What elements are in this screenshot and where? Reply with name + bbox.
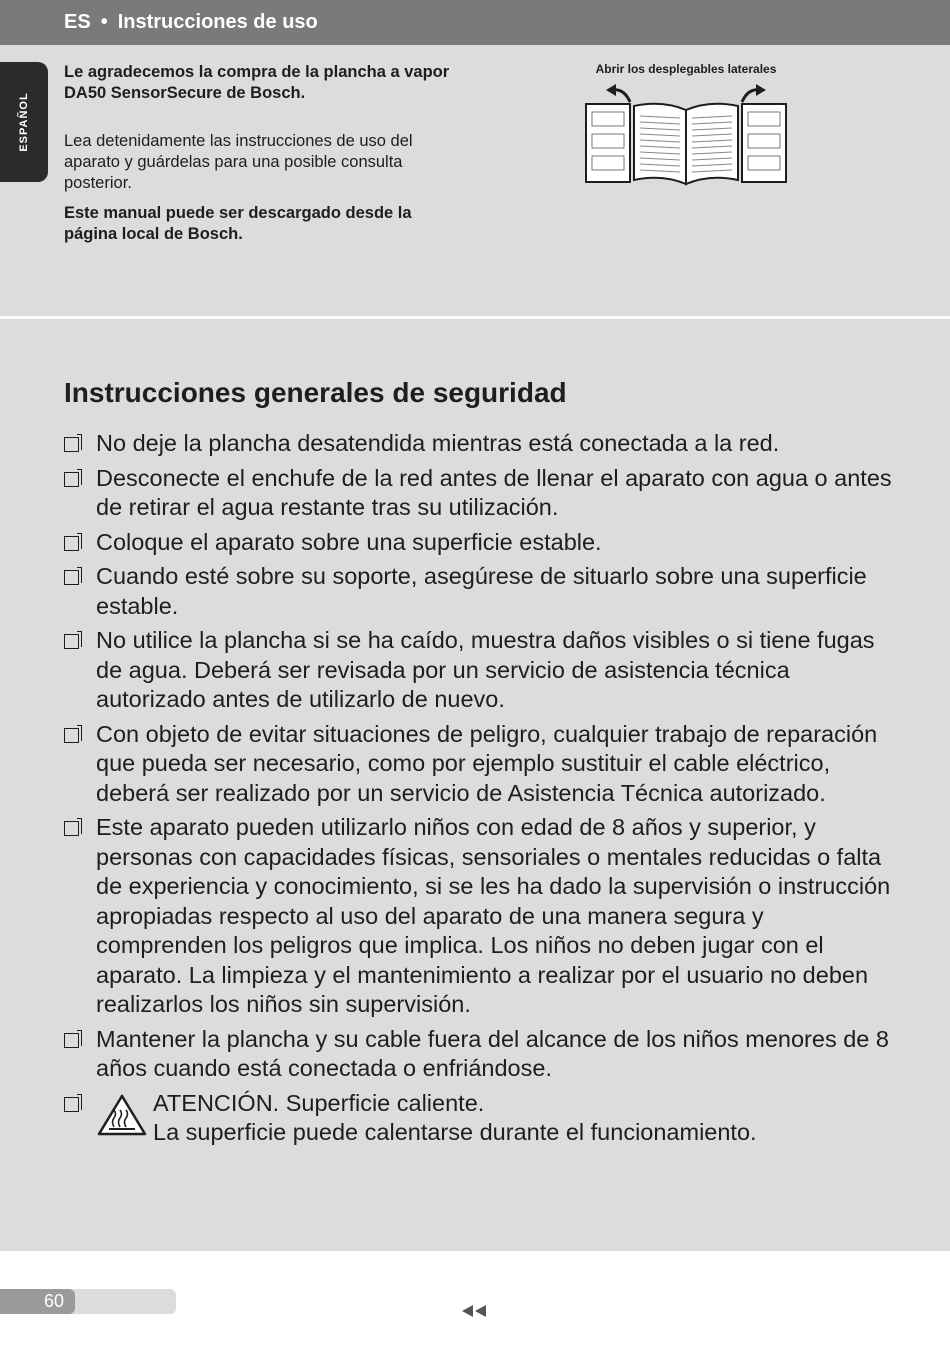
list-item [64, 1025, 894, 1084]
list-item [64, 813, 894, 1020]
language-tab [0, 62, 48, 182]
checkbox-bullet-icon [64, 570, 79, 585]
checkbox-bullet-icon [64, 1033, 79, 1048]
list-item [64, 562, 894, 621]
header-title: Instrucciones de uso [117, 11, 318, 33]
page-number: 60 [0, 1289, 75, 1314]
list-item-text: Cuando esté sobre su soporte, asegúrese de situarlo sobre una superficie estable. [96, 563, 867, 619]
list-item [64, 528, 894, 558]
header-bar [0, 0, 950, 45]
warning-item [64, 1089, 894, 1148]
list-item [64, 626, 894, 715]
checkbox-bullet-icon [64, 1097, 79, 1112]
header-separator: • [100, 11, 108, 33]
language-tab-label: ESPAÑOL [18, 92, 30, 152]
list-item-text: Este aparato pueden utilizarlo niños con edad de 8 años y superior, y personas con capacidades físicas, sensoriales o mentales reducidas o falta de experiencia y conocimiento, si se les ha dado la supervisión o instrucción apropiadas respecto al uso del aparato de una manera segura y comprenden los peligros que implica. Los niños no deben jugar con el aparato. La limpieza y el mantenimiento a realizar por el usuario no deben realizarlos los niños sin supervisión. [96, 814, 891, 1017]
checkbox-bullet-icon [64, 821, 79, 836]
warning-text [153, 1089, 757, 1148]
checkbox-bullet-icon [64, 536, 79, 551]
list-item [64, 464, 894, 523]
list-item-text: Desconecte el enchufe de la red antes de llenar el aparato con agua o antes de retirar el agua restante tras su utilización. [96, 464, 892, 520]
safety-title: Instrucciones generales de seguridad [64, 377, 567, 408]
warning-detail: La superficie puede calentarse durante el funcionamiento. [153, 1119, 757, 1145]
list-item [64, 429, 894, 459]
checkbox-bullet-icon [64, 437, 79, 452]
checkbox-bullet-icon [64, 634, 79, 649]
figure-caption: Abrir los desplegables laterales [595, 62, 777, 76]
previous-page-icon[interactable] [460, 1303, 488, 1319]
warning-title: ATENCIÓN. Superficie caliente. [153, 1089, 485, 1116]
intro-text [64, 62, 464, 245]
intro-download-note: Este manual puede ser descargado desde la página local de Bosch. [64, 204, 412, 243]
list-item-text: Mantener la plancha y su cable fuera del alcance de los niños menores de 8 años cuando está conectada o enfriándose. [96, 1025, 889, 1081]
list-item [64, 720, 894, 809]
header-lang-code: ES [64, 11, 91, 33]
list-item-text: Coloque el aparato sobre una superficie estable. [96, 528, 602, 555]
intro-thanks: Le agradecemos la compra de la plancha a vapor DA50 SensorSecure de Bosch. [64, 63, 450, 102]
book-foldout-icon [578, 80, 794, 188]
foldout-figure [578, 62, 798, 192]
list-item-text: No utilice la plancha si se ha caído, muestra daños visibles o si tiene fugas de agua. Deberá ser revisada por un servicio de asistencia técnica autorizado antes de utilizarlo de nuevo. [96, 627, 875, 712]
safety-list [64, 429, 894, 1153]
hot-surface-warning-icon [96, 1093, 148, 1137]
list-item-text: Con objeto de evitar situaciones de peligro, cualquier trabajo de reparación que pueda ser necesario, como por ejemplo sustituir el cable eléctrico, deberá ser realizado por un servicio de Asistencia Técnica autorizado. [96, 720, 878, 806]
checkbox-bullet-icon [64, 728, 79, 743]
checkbox-bullet-icon [64, 472, 79, 487]
intro-read-instructions: Lea detenidamente las instrucciones de uso del aparato y guárdelas para una posible consulta posterior. [64, 132, 413, 192]
list-item-text: No deje la plancha desatendida mientras está conectada a la red. [96, 430, 780, 456]
